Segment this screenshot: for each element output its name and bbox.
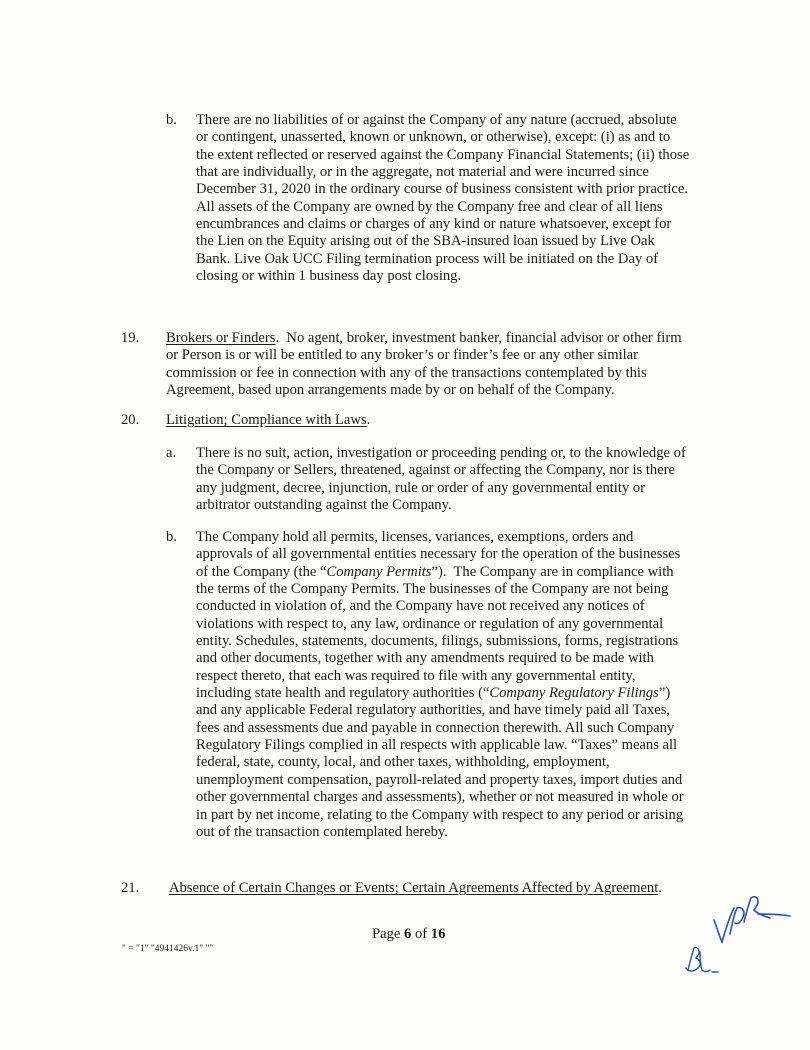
section-heading-21-line xyxy=(169,880,662,897)
text-line: All assets of the Company are owned by the Company free and clear of all liens xyxy=(196,198,663,215)
text-line: There is no suit, action, investigation or proceeding pending or, to the knowledge of xyxy=(196,445,686,461)
paragraph-b-liabilities xyxy=(196,112,689,285)
text-line: Bank. Live Oak UCC Filing termination process will be initiated on the Day of xyxy=(196,250,659,267)
item-marker-a: a. xyxy=(166,445,177,461)
paragraph-20b-permits xyxy=(196,529,684,841)
heading-period: . xyxy=(658,880,662,896)
text-line: December 31, 2020 in the ordinary course of business consistent with prior practice. xyxy=(196,181,688,198)
text-line: unemployment compensation, payroll-related and property taxes, import duties and xyxy=(196,771,683,788)
section-heading-21: Absence of Certain Changes or Events; Certain Agreements Affected by Agreement xyxy=(169,880,659,896)
text-line: the Company or Sellers, threatened, against or affecting the Company, nor is there xyxy=(196,462,676,479)
text-line xyxy=(196,685,684,702)
page-total: 16 xyxy=(430,926,446,942)
text-line: Regulatory Filings complied in all respects with applicable law. “Taxes” means all xyxy=(196,737,678,754)
section-number-20: 20. xyxy=(121,412,140,428)
text-line: or Person is or will be entitled to any broker’s or finder’s fee or any other similar xyxy=(166,347,639,364)
text-line: The Company hold all permits, licenses, variances, exemptions, orders and xyxy=(196,529,634,545)
item-marker-b: b. xyxy=(166,529,177,545)
section-heading-20-line xyxy=(166,412,370,429)
text-line: and any applicable Federal regulatory authorities, and have timely paid all Taxes, xyxy=(196,702,671,719)
text-line: violations with respect to, any law, ordinance or regulation of any governmental xyxy=(196,615,664,632)
paragraph-19-brokers xyxy=(166,330,682,399)
text-line: the terms of the Company Permits. The businesses of the Company are not being xyxy=(196,581,669,598)
text-line: entity. Schedules, statements, documents, filings, submissions, forms, registrations xyxy=(196,633,679,650)
text-line xyxy=(196,564,684,581)
text-line: the extent reflected or reserved against the Company Financial Statements; (ii) those xyxy=(196,146,690,163)
paragraph-20a-litigation xyxy=(196,445,686,514)
text-line: federal, state, county, local, and other taxes, withholding, employment, xyxy=(196,754,610,771)
section-number-21: 21. xyxy=(121,880,140,896)
text-line: other governmental charges and assessments), whether or not measured in whole or xyxy=(196,789,684,806)
text-line xyxy=(169,880,662,897)
text-line: in part by net income, relating to the Company with respect to any period or arising xyxy=(196,806,684,823)
text-line: commission or fee in connection with any of the transactions contemplated by this xyxy=(166,364,647,381)
page-of: of xyxy=(411,926,431,942)
text-line: or contingent, unasserted, known or unknown, or otherwise), except: (i) as and to xyxy=(196,129,671,146)
text-line: out of the transaction contemplated hereby. xyxy=(196,823,448,840)
handwritten-initials-small xyxy=(682,944,722,978)
text-run: ”). The Company are in compliance with xyxy=(431,563,674,580)
heading-period: . xyxy=(275,330,280,346)
text-run: No agent, broker, investment banker, financial advisor or other firm xyxy=(279,330,682,346)
document-id: " = "1" "4941426v.1" "" xyxy=(122,944,214,954)
defined-term: Company Regulatory Filings xyxy=(489,685,659,702)
text-line: the Lien on the Equity arising out of the SBA-insured loan issued by Live Oak xyxy=(196,233,655,250)
text-run: including state health and regulatory authorities (“ xyxy=(196,685,490,702)
text-run: ”) xyxy=(658,685,671,702)
page-current: 6 xyxy=(404,926,412,942)
text-line: conducted in violation of, and the Company have not received any notices of xyxy=(196,598,645,615)
section-heading-19: Brokers or Finders xyxy=(166,330,276,346)
heading-period: . xyxy=(366,412,371,428)
text-line: any judgment, decree, injunction, rule or order of any governmental entity or xyxy=(196,479,646,496)
text-line: There are no liabilities of or against the Company of any nature (accrued, absolute xyxy=(196,112,677,128)
text-line: approvals of all governmental entities necessary for the operation of the businesses xyxy=(196,546,681,563)
text-line xyxy=(166,412,370,429)
text-line: that are individually, or in the aggregate, not material and were incurred since xyxy=(196,164,649,181)
text-line xyxy=(166,330,682,347)
text-line: arbitrator outstanding against the Company. xyxy=(196,497,452,514)
defined-term: Company Permits xyxy=(326,563,432,580)
text-line: fees and assessments due and payable in connection therewith. All such Company xyxy=(196,719,675,736)
section-heading-20: Litigation; Compliance with Laws xyxy=(166,412,367,428)
text-line: encumbrances and claims or charges of any kind or nature whatsoever, except for xyxy=(196,216,672,233)
text-run: of the Company (the “ xyxy=(196,563,327,580)
text-line: respect thereto, that each was required to file with any governmental entity, xyxy=(196,667,636,684)
text-line: Agreement, based upon arrangements made by or on behalf of the Company. xyxy=(166,382,615,399)
handwritten-initials-signature xyxy=(708,886,794,948)
text-line: closing or within 1 business day post closing. xyxy=(196,268,462,285)
item-marker-b: b. xyxy=(166,112,177,128)
page-label: Page xyxy=(372,926,405,942)
page-number xyxy=(372,926,445,943)
text-line: and other documents, together with any amendments required to be made with xyxy=(196,650,654,667)
section-number-19: 19. xyxy=(121,330,140,346)
